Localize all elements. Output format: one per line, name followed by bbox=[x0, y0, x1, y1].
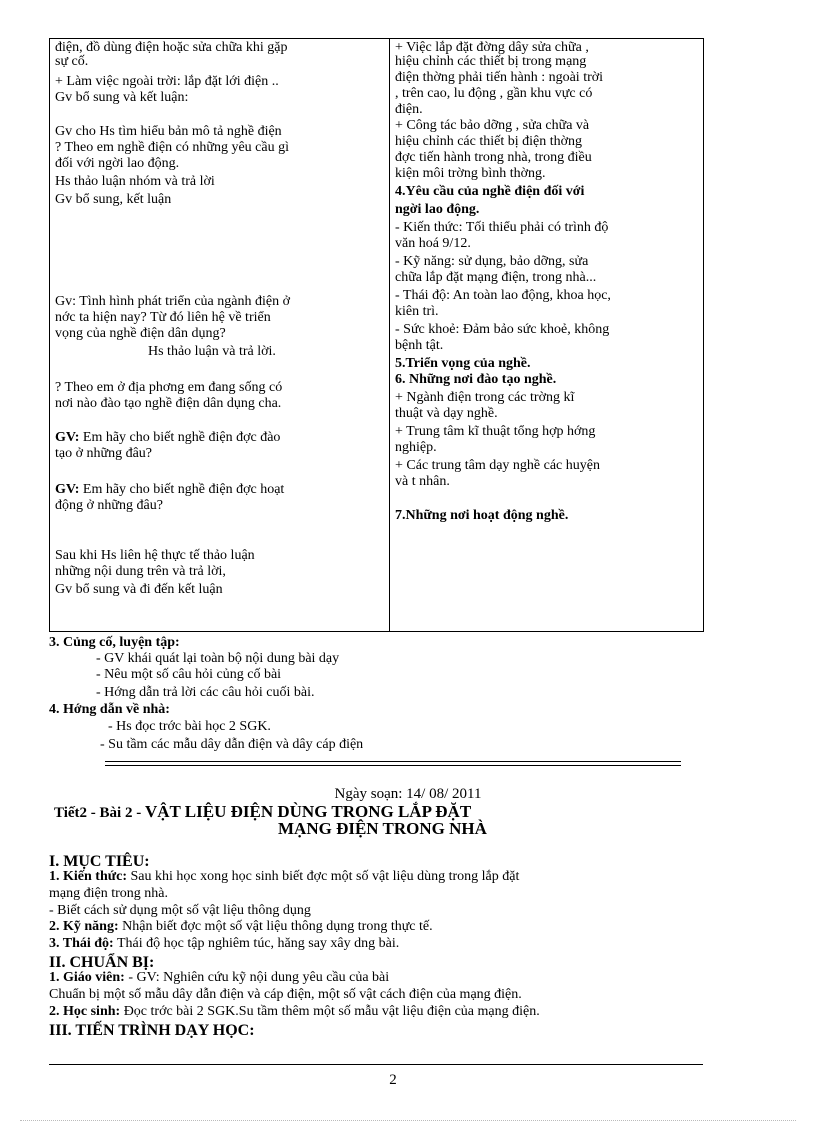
lesson-prefix: Tiết2 - Bài 2 - bbox=[54, 805, 142, 821]
right-line: + Ngành điện trong các trờng kĩ bbox=[395, 390, 575, 405]
left-line: Hs thảo luận và trả lời. bbox=[148, 344, 276, 359]
section-heading: ngời lao động. bbox=[395, 202, 480, 217]
gv-question: Em hãy cho biết nghề điện đợc đào bbox=[82, 430, 281, 445]
section-heading: 6. Những nơi đào tạo nghề. bbox=[395, 372, 557, 387]
left-line: Gv bổ sung và đi đến kết luận bbox=[55, 582, 223, 597]
page-number: 2 bbox=[389, 1072, 397, 1088]
right-line: bệnh tật. bbox=[395, 338, 444, 353]
teacher-text: - GV: Nghiên cứu kỹ nội dung yêu cầu của bài bbox=[128, 970, 390, 985]
left-line: vọng của nghề điện dân dụng? bbox=[55, 326, 226, 341]
left-line: ? Theo em nghề điện có những yêu cầu gì bbox=[55, 140, 289, 155]
left-line: Gv bổ sung, kết luận bbox=[55, 192, 172, 207]
review-heading: 3. Củng cố, luyện tập: bbox=[49, 635, 180, 650]
right-line: + Các trung tâm dạy nghề các huyện bbox=[395, 458, 600, 473]
lesson-table bbox=[49, 38, 704, 632]
left-line: Sau khi Hs liên hệ thực tế thảo luận bbox=[55, 548, 255, 563]
right-line: đợc tiến hành trong nhà, trong điều bbox=[395, 150, 592, 165]
homework-heading: 4. Hớng dẫn về nhà: bbox=[49, 702, 170, 717]
left-line: Gv bổ sung và kết luận: bbox=[55, 90, 189, 105]
skill-label: 2. Kỹ năng: bbox=[49, 919, 119, 934]
right-line: hiệu chỉnh các thiết bị điện thờng bbox=[395, 134, 583, 149]
right-line: kiện môi trờng bình thờng. bbox=[395, 166, 546, 181]
section-heading: 7.Những nơi hoạt động nghề. bbox=[395, 508, 569, 523]
teacher-prep-cont: Chuẩn bị một số mẫu dây dẫn điện và cáp điện, một số vật cách điện của mạng điện. bbox=[49, 987, 522, 1002]
student-text: Đọc trớc bài 2 SGK.Su tầm thêm một số mẫu vật liệu điện của mạng điện. bbox=[123, 1004, 540, 1019]
lesson-title-line2: MẠNG ĐIỆN TRONG NHÀ bbox=[278, 819, 487, 838]
student-prep-line bbox=[49, 1005, 540, 1019]
student-label: 2. Học sinh: bbox=[49, 1004, 121, 1019]
right-line: điện. bbox=[395, 102, 423, 117]
review-item: - Nêu một số câu hỏi củng cố bài bbox=[96, 667, 282, 682]
gv-label: GV: bbox=[55, 430, 80, 445]
page-edge-dots bbox=[20, 1120, 796, 1121]
attitude-line bbox=[49, 937, 399, 951]
knowledge-label: 1. Kiến thức: bbox=[49, 869, 128, 884]
skill-text: Nhận biết đợc một số vật liệu thông dụng trong thực tế. bbox=[122, 919, 433, 934]
right-line: - Thái độ: An toàn lao động, khoa học, bbox=[395, 288, 611, 303]
lesson-title-line1: VẬT LIỆU ĐIỆN DÙNG TRONG LẮP ĐẶT bbox=[144, 802, 472, 821]
right-line: - Sức khoẻ: Đảm bảo sức khoẻ, không bbox=[395, 322, 610, 337]
right-line: kiên trì. bbox=[395, 304, 439, 319]
left-line bbox=[55, 431, 280, 445]
attitude-text: Thái độ học tập nghiêm túc, hăng say xây dng bài. bbox=[116, 936, 400, 951]
skill-line bbox=[49, 920, 433, 934]
right-line: + Việc lắp đặt đờng dây sửa chữa , bbox=[395, 40, 589, 55]
right-line: - Kỹ năng: sử dụng, bảo dỡng, sửa bbox=[395, 254, 589, 269]
content-column bbox=[390, 39, 704, 632]
teacher-label: 1. Giáo viên: bbox=[49, 970, 125, 985]
section-heading: 5.Triển vọng của nghề. bbox=[395, 356, 531, 371]
left-line: + Làm việc ngoài trời: lắp đặt lới điện .. bbox=[55, 74, 279, 89]
homework-item: - Su tầm các mẫu dây dẫn điện và dây cáp điện bbox=[100, 737, 364, 752]
left-line: Gv: Tình hình phát triển của ngành điện ở bbox=[55, 294, 290, 309]
date-line: Ngày soạn: 14/ 08/ 2011 bbox=[334, 786, 482, 802]
right-line: hiệu chỉnh các thiết bị trong mạng bbox=[395, 54, 587, 69]
right-line: văn hoá 9/12. bbox=[395, 236, 471, 251]
objectives-heading: I. MỤC TIÊU: bbox=[49, 853, 150, 870]
homework-item: - Hs đọc trớc bài học 2 SGK. bbox=[108, 719, 271, 734]
left-line: động ở những đâu? bbox=[55, 498, 163, 513]
left-line: ? Theo em ở địa phơng em đang sống có bbox=[55, 380, 283, 395]
right-line: điện thờng phải tiến hành : ngoài trời bbox=[395, 70, 604, 85]
review-item: - GV khái quát lại toàn bộ nội dung bài dạy bbox=[96, 651, 340, 666]
right-line: + Trung tâm kĩ thuật tổng hợp hớng bbox=[395, 424, 596, 439]
left-line: điện, đồ dùng điện hoặc sửa chữa khi gặp bbox=[55, 40, 288, 55]
left-line: Hs thảo luận nhóm và trả lời bbox=[55, 174, 215, 189]
knowledge-text: Sau khi học xong học sinh biết đợc một số vật liệu dùng trong lắp đặt bbox=[130, 869, 520, 884]
left-line: nớc ta hiện nay? Từ đó liên hệ về triển bbox=[55, 310, 271, 325]
attitude-label: 3. Thái độ: bbox=[49, 936, 114, 951]
knowledge-cont: mạng điện trong nhà. bbox=[49, 886, 168, 901]
gv-label: GV: bbox=[55, 482, 80, 497]
left-line: đối với ngời lao động. bbox=[55, 156, 180, 171]
right-line: - Kiến thức: Tối thiểu phải có trình độ bbox=[395, 220, 609, 235]
right-line: thuật và dạy nghề. bbox=[395, 406, 498, 421]
left-line: nơi nào đào tạo nghề điện dân dụng cha. bbox=[55, 396, 282, 411]
knowledge-line bbox=[49, 870, 519, 884]
right-line: chữa lắp đặt mạng điện, trong nhà... bbox=[395, 270, 597, 285]
left-line: Gv cho Hs tìm hiểu bản mô tả nghề điện bbox=[55, 124, 282, 139]
right-line: và t nhân. bbox=[395, 474, 450, 489]
teacher-prep-line bbox=[49, 971, 389, 985]
section-heading: 4.Yêu cầu của nghề điện đối với bbox=[395, 184, 585, 199]
prep-heading: II. CHUẨN BỊ: bbox=[49, 954, 155, 971]
right-line: nghiệp. bbox=[395, 440, 437, 455]
right-line: , trên cao, lu động , gần khu vực có bbox=[395, 86, 593, 101]
right-line: + Công tác bảo dỡng , sửa chữa và bbox=[395, 118, 590, 133]
footer-rule bbox=[49, 1064, 703, 1065]
left-line: tạo ở những đâu? bbox=[55, 446, 153, 461]
left-line bbox=[55, 483, 284, 497]
left-line: những nội dung trên và trả lời, bbox=[55, 564, 226, 579]
knowledge-extra: - Biết cách sử dụng một số vật liệu thông dụng bbox=[49, 903, 311, 918]
review-item: - Hớng dẫn trả lời các câu hỏi cuối bài. bbox=[96, 685, 315, 700]
double-separator bbox=[105, 761, 681, 766]
lesson-title bbox=[54, 802, 472, 821]
process-heading: III. TIẾN TRÌNH DẠY HỌC: bbox=[49, 1022, 255, 1039]
gv-question: Em hãy cho biết nghề điện đợc hoạt bbox=[82, 482, 285, 497]
teacher-activity-column bbox=[50, 39, 390, 632]
left-line: sự cố. bbox=[55, 54, 89, 69]
